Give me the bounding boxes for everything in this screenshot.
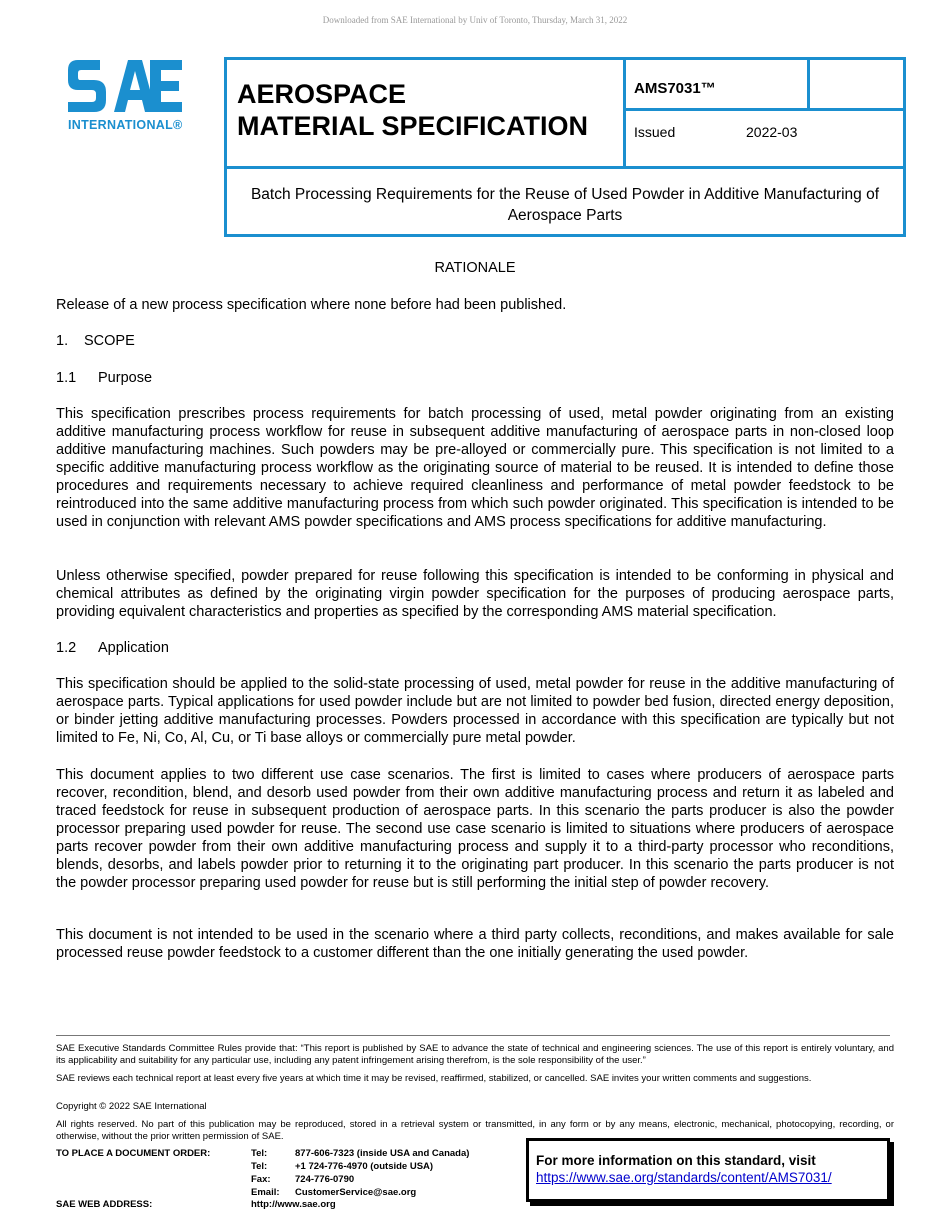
footer-notice-review: SAE reviews each technical report at least every five years at which time it may be revised, reaffirmed, stabilized, or cancelled. SAE invites your written comments and suggestions. xyxy=(56,1073,812,1084)
spec-title-line2: MATERIAL SPECIFICATION xyxy=(237,111,588,141)
spec-header-box xyxy=(224,57,906,237)
footer-notice-rules: SAE Executive Standards Committee Rules provide that: “This report is published by SAE to advance the state of technical and engineering sciences. The use of this report is entirely voluntary, and its applicability and suitability for any particular use, including any patent infringement arising therefrom, is the sole responsibility of the user.” xyxy=(56,1043,894,1066)
issued-label: Issued xyxy=(634,124,676,140)
contact-tel-1-value: 877-606-7323 (inside USA and Canada) xyxy=(295,1148,470,1159)
section-1-title: SCOPE xyxy=(84,333,135,349)
sae-logo xyxy=(66,56,196,136)
header-divider-vertical-small xyxy=(807,60,810,108)
spec-title-line1: AEROSPACE xyxy=(237,79,407,109)
download-watermark: Downloaded from SAE International by Univ of Toronto, Thursday, March 31, 2022 xyxy=(322,15,628,25)
contact-tel-2-label: Tel: xyxy=(251,1161,268,1172)
footer-rights: All rights reserved. No part of this publication may be reproduced, stored in a retrieval system or transmitted, in any form or by any means, electronic, mechanical, photocopying, recording, or otherwise, without the prior written permission of SAE. xyxy=(56,1119,894,1142)
section-1-1-number: 1.1 xyxy=(56,370,77,386)
header-divider-horizontal xyxy=(227,166,903,169)
section-1-2-heading xyxy=(56,639,894,657)
standard-page-link[interactable]: https://www.sae.org/standards/content/AMS7031/ xyxy=(536,1170,832,1185)
contact-fax-value: 724-776-0790 xyxy=(295,1174,355,1185)
rationale-text: Release of a new process specification where none before had been published. xyxy=(56,297,567,313)
web-address-value[interactable]: http://www.sae.org xyxy=(251,1199,336,1210)
more-info-box xyxy=(526,1138,890,1202)
issued-date: 2022-03 xyxy=(746,124,798,140)
application-paragraph-2: This document applies to two different use case scenarios. The first is limited to cases where producers of aerospace parts recover, recondition, blend, and desorb used powder from their own additive manufacturing process and return it as labeled and traced feedstock for reuse in subsequent production of aerospace parts. In this scenario the parts producer is also the powder processor preparing used powder for reuse. The second use case scenario is limited to situations where producers of aerospace parts recover powder from their own additive manufacturing process and supply it to a third-party processor who reconditions, blends, desorbs, and labels powder prior to returning it to the originating part producer. In this scenario the parts producer is not the powder processor preparing used powder for reuse but is still performing the initial step of powder recovery. xyxy=(56,767,894,891)
contact-fax-label: Fax: xyxy=(251,1174,271,1185)
document-subtitle: Batch Processing Requirements for the Reuse of Used Powder in Additive Manufacturing of Aerospace Parts xyxy=(250,186,880,224)
footer-divider xyxy=(56,1035,890,1036)
sae-logo-mark xyxy=(66,56,184,116)
rationale-heading: RATIONALE xyxy=(434,260,516,276)
purpose-paragraph-2: Unless otherwise specified, powder prepared for reuse following this specification is intended to be conforming in physical and chemical attributes as defined by the originating virgin powder specification for the purposes of producing aerospace parts, providing equivalent characteristics and properties as specified by the corresponding AMS material specification. xyxy=(56,568,894,620)
order-label: TO PLACE A DOCUMENT ORDER: xyxy=(56,1148,211,1159)
sae-logo-subtitle: INTERNATIONAL® xyxy=(68,118,183,132)
section-1-2-number: 1.2 xyxy=(56,640,77,656)
section-1-1-title: Purpose xyxy=(98,370,153,386)
contact-tel-2-value: +1 724-776-4970 (outside USA) xyxy=(295,1161,434,1172)
application-paragraph-1: This specification should be applied to the solid-state processing of used, metal powder for reuse in the additive manufacturing of aerospace parts. Typical applications for used powder include but are not limited to powder bed fusion, directed energy deposition, or binder jetting additive manufacturing processes. Powders processed in accordance with this specification are typically but not limited to Fe, Ni, Co, Al, Cu, or Ti base alloys or commercially pure metal powder. xyxy=(56,676,894,746)
header-divider-horizontal-small xyxy=(623,108,903,111)
more-info-title: For more information on this standard, visit xyxy=(536,1153,816,1168)
header-divider-vertical xyxy=(623,60,626,166)
section-1-heading xyxy=(56,332,894,350)
contact-tel-1-label: Tel: xyxy=(251,1148,268,1159)
footer-copyright: Copyright © 2022 SAE International xyxy=(56,1101,207,1112)
web-address-label: SAE WEB ADDRESS: xyxy=(56,1199,153,1210)
section-1-1-heading xyxy=(56,369,894,387)
application-paragraph-3: This document is not intended to be used in the scenario where a third party collects, reconditions, and makes available for sale processed reuse powder feedstock to a customer different than the one initially generating the used powder. xyxy=(56,927,894,961)
contact-email-label: Email: xyxy=(251,1187,280,1198)
purpose-paragraph-1: This specification prescribes process requirements for batch processing of used, metal powder originating from an existing additive manufacturing process workflow for reuse in subsequent additive manufacturing of aerospace parts in non-closed loop additive manufacturing machines. Such powders may be pre-alloyed or commercially pure. This specification is not limited to a specific additive manufacturing process workflow as the originating source of material to be reused. It is intended to define those procedures and requirements necessary to achieve required cleanliness and performance of metal powder feedstock to be reintroduced into the same additive manufacturing process from which such powder originated. This specification is intended to be used in conjunction with relevant AMS powder specifications and AMS process specifications for additive manufacturing. xyxy=(56,406,894,530)
contact-email-value: CustomerService@sae.org xyxy=(295,1187,417,1198)
section-1-2-title: Application xyxy=(98,640,169,656)
section-1-number: 1. xyxy=(56,333,69,349)
document-number: AMS7031™ xyxy=(634,80,716,97)
